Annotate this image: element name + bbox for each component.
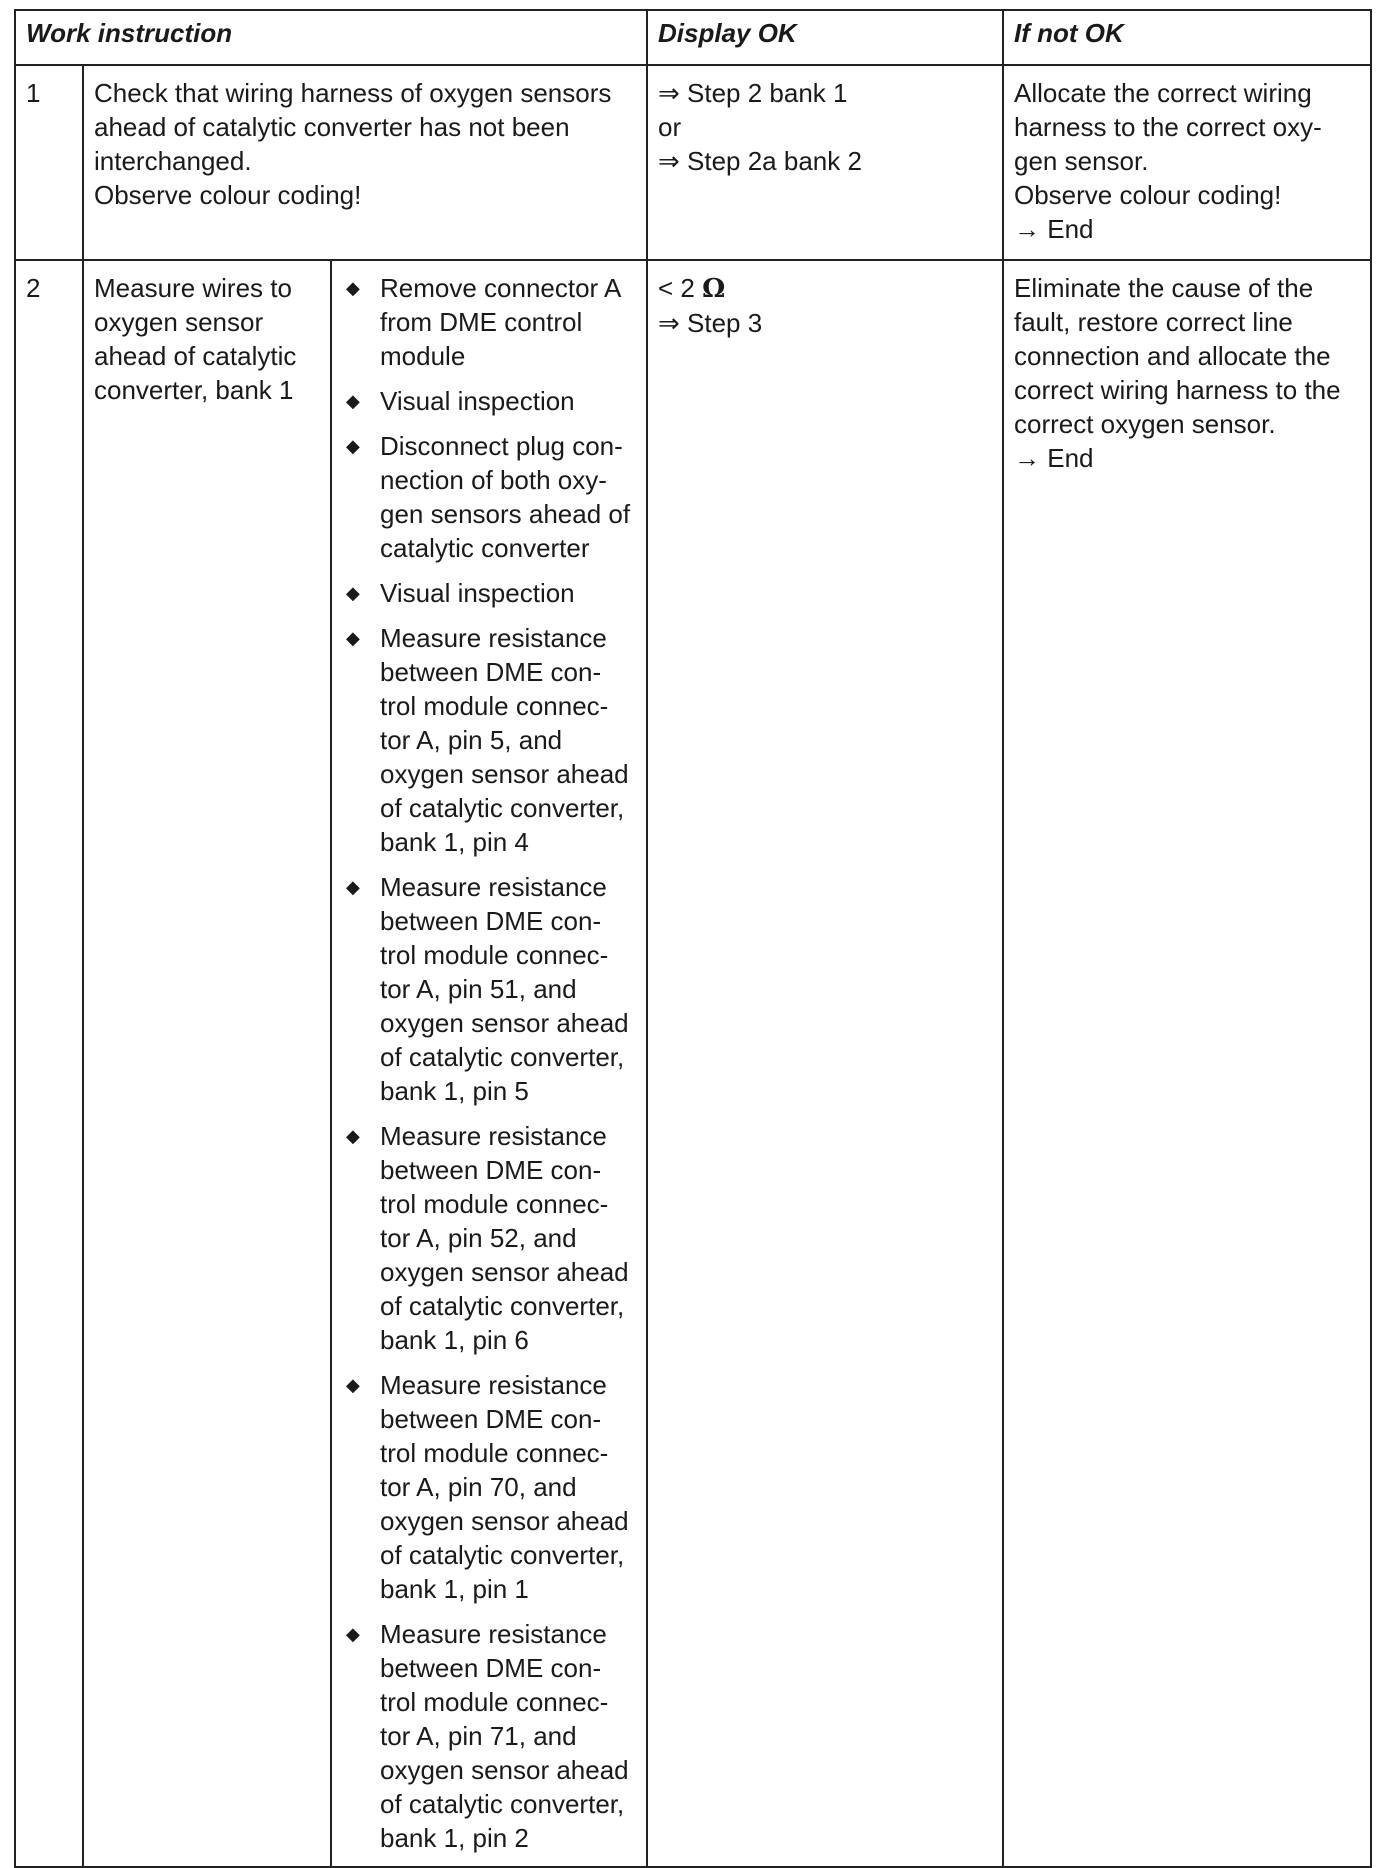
instruction-cell: [83, 65, 647, 260]
instruction-line: Measure wires to: [94, 273, 292, 303]
instruction-line: interchanged.: [94, 146, 252, 176]
if-not-ok-line: fault, restore correct line: [1014, 307, 1293, 337]
procedure-step-line: gen sensors ahead of: [380, 499, 631, 529]
procedure-step-line: oxygen sensor ahead: [380, 1755, 629, 1785]
if-not-ok-cell: [1003, 65, 1371, 260]
procedure-step-line: module: [380, 341, 466, 371]
procedure-step-item: [338, 1368, 640, 1606]
procedure-step-line: bank 1, pin 4: [380, 827, 529, 857]
instruction-line: oxygen sensor: [94, 307, 264, 337]
procedure-step-line: between DME con-: [380, 1653, 602, 1683]
procedure-step-line: bank 1, pin 2: [380, 1823, 529, 1853]
instruction-line: Check that wiring harness of oxygen sensors: [94, 78, 612, 108]
procedure-step-item: [338, 1617, 640, 1855]
if-not-ok-line: harness to the correct oxy-: [1014, 112, 1322, 142]
instruction-line: converter, bank 1: [94, 375, 294, 405]
display-ok-line: ⇒ Step 2a bank 2: [658, 146, 862, 176]
instruction-line: ahead of catalytic: [94, 341, 297, 371]
resistance-value: < 2: [658, 273, 695, 303]
procedure-step-line: oxygen sensor ahead: [380, 759, 629, 789]
procedure-step-line: trol module connec-: [380, 1687, 609, 1717]
procedure-step-line: catalytic converter: [380, 533, 590, 563]
procedure-step-line: between DME con-: [380, 1155, 602, 1185]
if-not-ok-line: correct oxygen sensor.: [1014, 409, 1276, 439]
procedure-step-item: [338, 1119, 640, 1357]
procedure-step-line: of catalytic converter,: [380, 1540, 625, 1570]
display-ok-line: or: [658, 112, 682, 142]
procedure-step-line: nection of both oxy-: [380, 465, 607, 495]
procedure-step-item: [338, 576, 640, 610]
instruction-line: ahead of catalytic converter has not been: [94, 112, 570, 142]
procedure-step-line: bank 1, pin 1: [380, 1574, 529, 1604]
procedure-step-line: Remove connector A: [380, 273, 622, 303]
if-not-ok-line: correct wiring harness to the: [1014, 375, 1341, 405]
procedure-step-line: oxygen sensor ahead: [380, 1257, 629, 1287]
procedure-step-line: Measure resistance: [380, 872, 607, 902]
procedure-step-line: between DME con-: [380, 906, 602, 936]
if-not-ok-line: gen sensor.: [1014, 146, 1149, 176]
procedure-step-line: tor A, pin 70, and: [380, 1472, 577, 1502]
procedure-step-line: of catalytic converter,: [380, 1789, 625, 1819]
procedure-steps-cell: [331, 260, 647, 1867]
header-if-not-ok: If not OK: [1003, 10, 1371, 65]
procedure-step-item: [338, 870, 640, 1108]
step-number: 1: [15, 65, 83, 260]
procedure-step-line: of catalytic converter,: [380, 1042, 625, 1072]
instruction-line: Observe colour coding!: [94, 180, 362, 210]
if-not-ok-line: Eliminate the cause of the: [1014, 273, 1314, 303]
if-not-ok-line: connection and allocate the: [1014, 341, 1331, 371]
procedure-step-line: Measure resistance: [380, 623, 607, 653]
procedure-step-line: tor A, pin 71, and: [380, 1721, 577, 1751]
bullet-diamond-icon: ◆: [346, 583, 360, 603]
bullet-diamond-icon: ◆: [346, 1126, 360, 1146]
table-header-row: [15, 10, 1371, 65]
procedure-step-item: [338, 429, 640, 565]
ohm-unit: Ω: [702, 274, 726, 304]
procedure-step-line: Visual inspection: [380, 578, 575, 608]
procedure-step-line: Measure resistance: [380, 1619, 607, 1649]
procedure-step-item: [338, 384, 640, 418]
procedure-step-line: bank 1, pin 5: [380, 1076, 529, 1106]
procedure-step-line: tor A, pin 51, and: [380, 974, 577, 1004]
if-not-ok-line: → End: [1014, 443, 1094, 473]
procedure-step-line: of catalytic converter,: [380, 793, 625, 823]
procedure-step-line: trol module connec-: [380, 940, 609, 970]
bullet-diamond-icon: ◆: [346, 391, 360, 411]
procedure-step-item: [338, 621, 640, 859]
procedure-step-line: Visual inspection: [380, 386, 575, 416]
procedure-step-line: oxygen sensor ahead: [380, 1008, 629, 1038]
bullet-diamond-icon: ◆: [346, 278, 360, 298]
procedure-step-line: bank 1, pin 6: [380, 1325, 529, 1355]
bullet-diamond-icon: ◆: [346, 628, 360, 648]
bullet-diamond-icon: ◆: [346, 1375, 360, 1395]
procedure-step-line: between DME con-: [380, 657, 602, 687]
procedure-step-line: trol module connec-: [380, 1438, 609, 1468]
procedure-step-line: Measure resistance: [380, 1370, 607, 1400]
bullet-diamond-icon: ◆: [346, 1624, 360, 1644]
procedure-list: [338, 271, 640, 1855]
bullet-diamond-icon: ◆: [346, 877, 360, 897]
procedure-step-line: between DME con-: [380, 1404, 602, 1434]
display-ok-line: [658, 271, 992, 306]
procedure-step-line: from DME control: [380, 307, 583, 337]
header-display-ok: Display OK: [647, 10, 1003, 65]
procedure-step-line: Measure resistance: [380, 1121, 607, 1151]
display-ok-line: ⇒ Step 2 bank 1: [658, 78, 848, 108]
procedure-step-line: trol module connec-: [380, 691, 609, 721]
table-row: [15, 260, 1371, 1867]
display-ok-line: ⇒ Step 3: [658, 308, 763, 338]
table-row: [15, 65, 1371, 260]
procedure-step-line: of catalytic converter,: [380, 1291, 625, 1321]
step-number: 2: [15, 260, 83, 1867]
header-work-instruction: Work instruction: [15, 10, 647, 65]
if-not-ok-cell: [1003, 260, 1371, 1867]
instruction-cell: [83, 260, 331, 1867]
procedure-step-item: [338, 271, 640, 373]
if-not-ok-line: → End: [1014, 214, 1094, 244]
procedure-step-line: Disconnect plug con-: [380, 431, 623, 461]
procedure-step-line: oxygen sensor ahead: [380, 1506, 629, 1536]
bullet-diamond-icon: ◆: [346, 436, 360, 456]
display-ok-cell: [647, 260, 1003, 1867]
if-not-ok-line: Allocate the correct wiring: [1014, 78, 1312, 108]
procedure-step-line: tor A, pin 5, and: [380, 725, 563, 755]
procedure-step-line: trol module connec-: [380, 1189, 609, 1219]
procedure-step-line: tor A, pin 52, and: [380, 1223, 577, 1253]
if-not-ok-line: Observe colour coding!: [1014, 180, 1282, 210]
work-instruction-table: [14, 9, 1372, 1868]
display-ok-cell: [647, 65, 1003, 260]
